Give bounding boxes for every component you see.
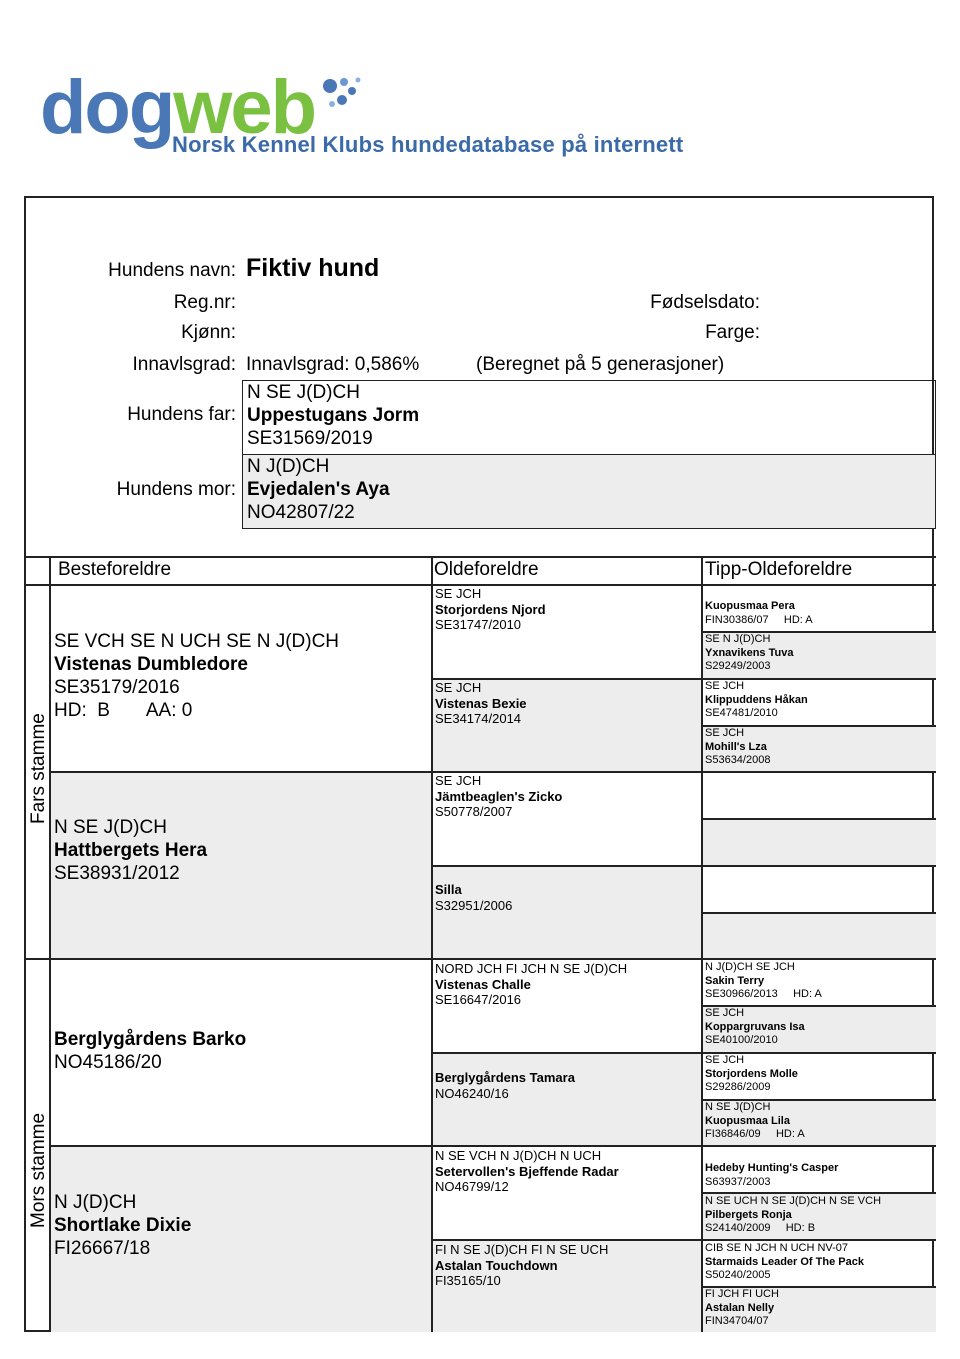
logo-dots-icon	[318, 74, 378, 114]
dog-name-label: Hundens navn:	[108, 260, 236, 281]
sex-label: Kjønn:	[181, 322, 236, 343]
dog-name: Fiktiv hund	[246, 254, 380, 282]
gp-reg: FI26667/18	[54, 1238, 151, 1259]
inbreeding-note: (Beregnet på 5 generasjoner)	[476, 354, 725, 375]
logo-wordmark: dogweb	[40, 65, 316, 150]
gggp-2: SE N J(D)CH Yxnavikens Tuva S29249/2003	[705, 633, 794, 672]
pedigree-frame	[24, 196, 934, 1332]
ggp-8: FI N SE J(D)CH FI N SE UCH Astalan Touchdown FI35165/10	[435, 1242, 609, 1288]
ggp-6: Berglygårdens Tamara NO46240/16	[435, 1070, 575, 1101]
grandparent-4	[50, 1191, 430, 1260]
gp-name: Hattbergets Hera	[54, 840, 208, 861]
header-grandparents: Besteforeldre	[58, 559, 172, 580]
gp-titles: N J(D)CH	[54, 1192, 137, 1213]
ggp-3: SE JCH Jämtbeaglen's Zicko S50778/2007	[435, 773, 563, 819]
col-line-gp	[431, 556, 433, 1332]
gggp-9: N J(D)CH SE JCH Sakin Terry SE30966/2013 HD: A	[705, 961, 822, 1000]
header-gggp: Tipp-Oldeforeldre	[705, 559, 853, 580]
sire-name: Uppestugans Jorm	[247, 405, 420, 426]
gp-name: Berglygårdens Barko	[54, 1029, 247, 1050]
dam-box	[242, 454, 936, 529]
line-ggp-3	[432, 865, 936, 867]
gggp-4: SE JCH Mohill's Lza S53634/2008	[705, 727, 771, 766]
gggp-16: FI JCH FI UCH Astalan Nelly FIN34704/07	[705, 1288, 779, 1327]
sire-reg: SE31569/2019	[247, 428, 373, 449]
color-label: Farge:	[705, 322, 760, 343]
gp-name: Vistenas Dumbledore	[54, 654, 248, 675]
sire-line-label: Fars stamme	[28, 713, 49, 824]
grandparent-1	[50, 630, 430, 722]
sire-label: Hundens far:	[127, 404, 236, 425]
gggp-3: SE JCH Klippuddens Håkan SE47481/2010	[705, 680, 808, 719]
line-g-7	[702, 912, 936, 914]
dam-line-label: Mors stamme	[28, 1112, 49, 1228]
grandparent-3	[50, 1028, 430, 1074]
sire-titles: N SE J(D)CH	[247, 382, 360, 403]
ggp-1: SE JCH Storjordens Njord SE31747/2010	[435, 586, 546, 632]
dam-name: Evjedalen's Aya	[247, 479, 390, 500]
gggp-11: SE JCH Storjordens Molle S29286/2009	[705, 1054, 798, 1093]
inbreeding-label: Innavlsgrad:	[132, 354, 236, 375]
gp-titles: SE VCH SE N UCH SE N J(D)CH	[54, 631, 340, 652]
line-g-13	[702, 1192, 936, 1194]
sire-box	[242, 380, 936, 455]
ggp-2: SE JCH Vistenas Bexie SE34174/2014	[435, 680, 527, 726]
shade-g6	[702, 818, 936, 865]
inbreeding-value: Innavlsgrad: 0,586%	[246, 354, 420, 375]
line-g-5	[702, 818, 936, 820]
gp-reg: NO45186/20	[54, 1052, 162, 1073]
header-greatgrandparents: Oldeforeldre	[434, 559, 539, 580]
dam-reg: NO42807/22	[247, 502, 355, 523]
gggp-10: SE JCH Koppargruvans Isa SE40100/2010	[705, 1007, 805, 1046]
regnr-label: Reg.nr:	[173, 292, 236, 313]
line-gp-3	[50, 1145, 936, 1147]
gp-health: HD: B AA: 0	[54, 700, 193, 721]
grid-top-line	[26, 556, 936, 558]
gggp-15: CIB SE N JCH N UCH NV-07 Starmaids Leader Of The Pack S50240/2005	[705, 1242, 864, 1281]
logo-subtitle: Norsk Kennel Klubs hundedatabase på internett	[172, 132, 684, 157]
grandparent-2	[50, 816, 430, 885]
gp-reg: SE35179/2016	[54, 677, 180, 698]
ggp-7: N SE VCH N J(D)CH N UCH Setervollen's Bjeffende Radar NO46799/12	[435, 1148, 619, 1194]
line-half	[26, 958, 936, 960]
gggp-1: Kuopusmaa Pera FIN30386/07 HD: A	[705, 600, 813, 626]
shade-g8	[702, 912, 936, 958]
dogweb-logo	[40, 60, 720, 170]
line-ggp-7	[432, 1239, 936, 1241]
gp-titles: N SE J(D)CH	[54, 817, 167, 838]
gggp-14: N SE UCH N SE J(D)CH N SE VCH Pilbergets Ronja S24140/2009 HD: B	[705, 1195, 882, 1234]
ggp-4: Silla S32951/2006	[435, 882, 513, 913]
gp-name: Shortlake Dixie	[54, 1215, 192, 1236]
ggp-5: NORD JCH FI JCH N SE J(D)CH Vistenas Challe SE16647/2016	[435, 961, 628, 1007]
dam-titles: N J(D)CH	[247, 456, 330, 477]
birth-date-label: Fødselsdato:	[650, 292, 760, 313]
dam-label: Hundens mor:	[116, 479, 236, 500]
gggp-13: Hedeby Hunting's Casper S63937/2003	[705, 1162, 839, 1188]
gp-reg: SE38931/2012	[54, 863, 180, 884]
gggp-12: N SE J(D)CH Kuopusmaa Lila FI36846/09 HD: A	[705, 1101, 805, 1140]
